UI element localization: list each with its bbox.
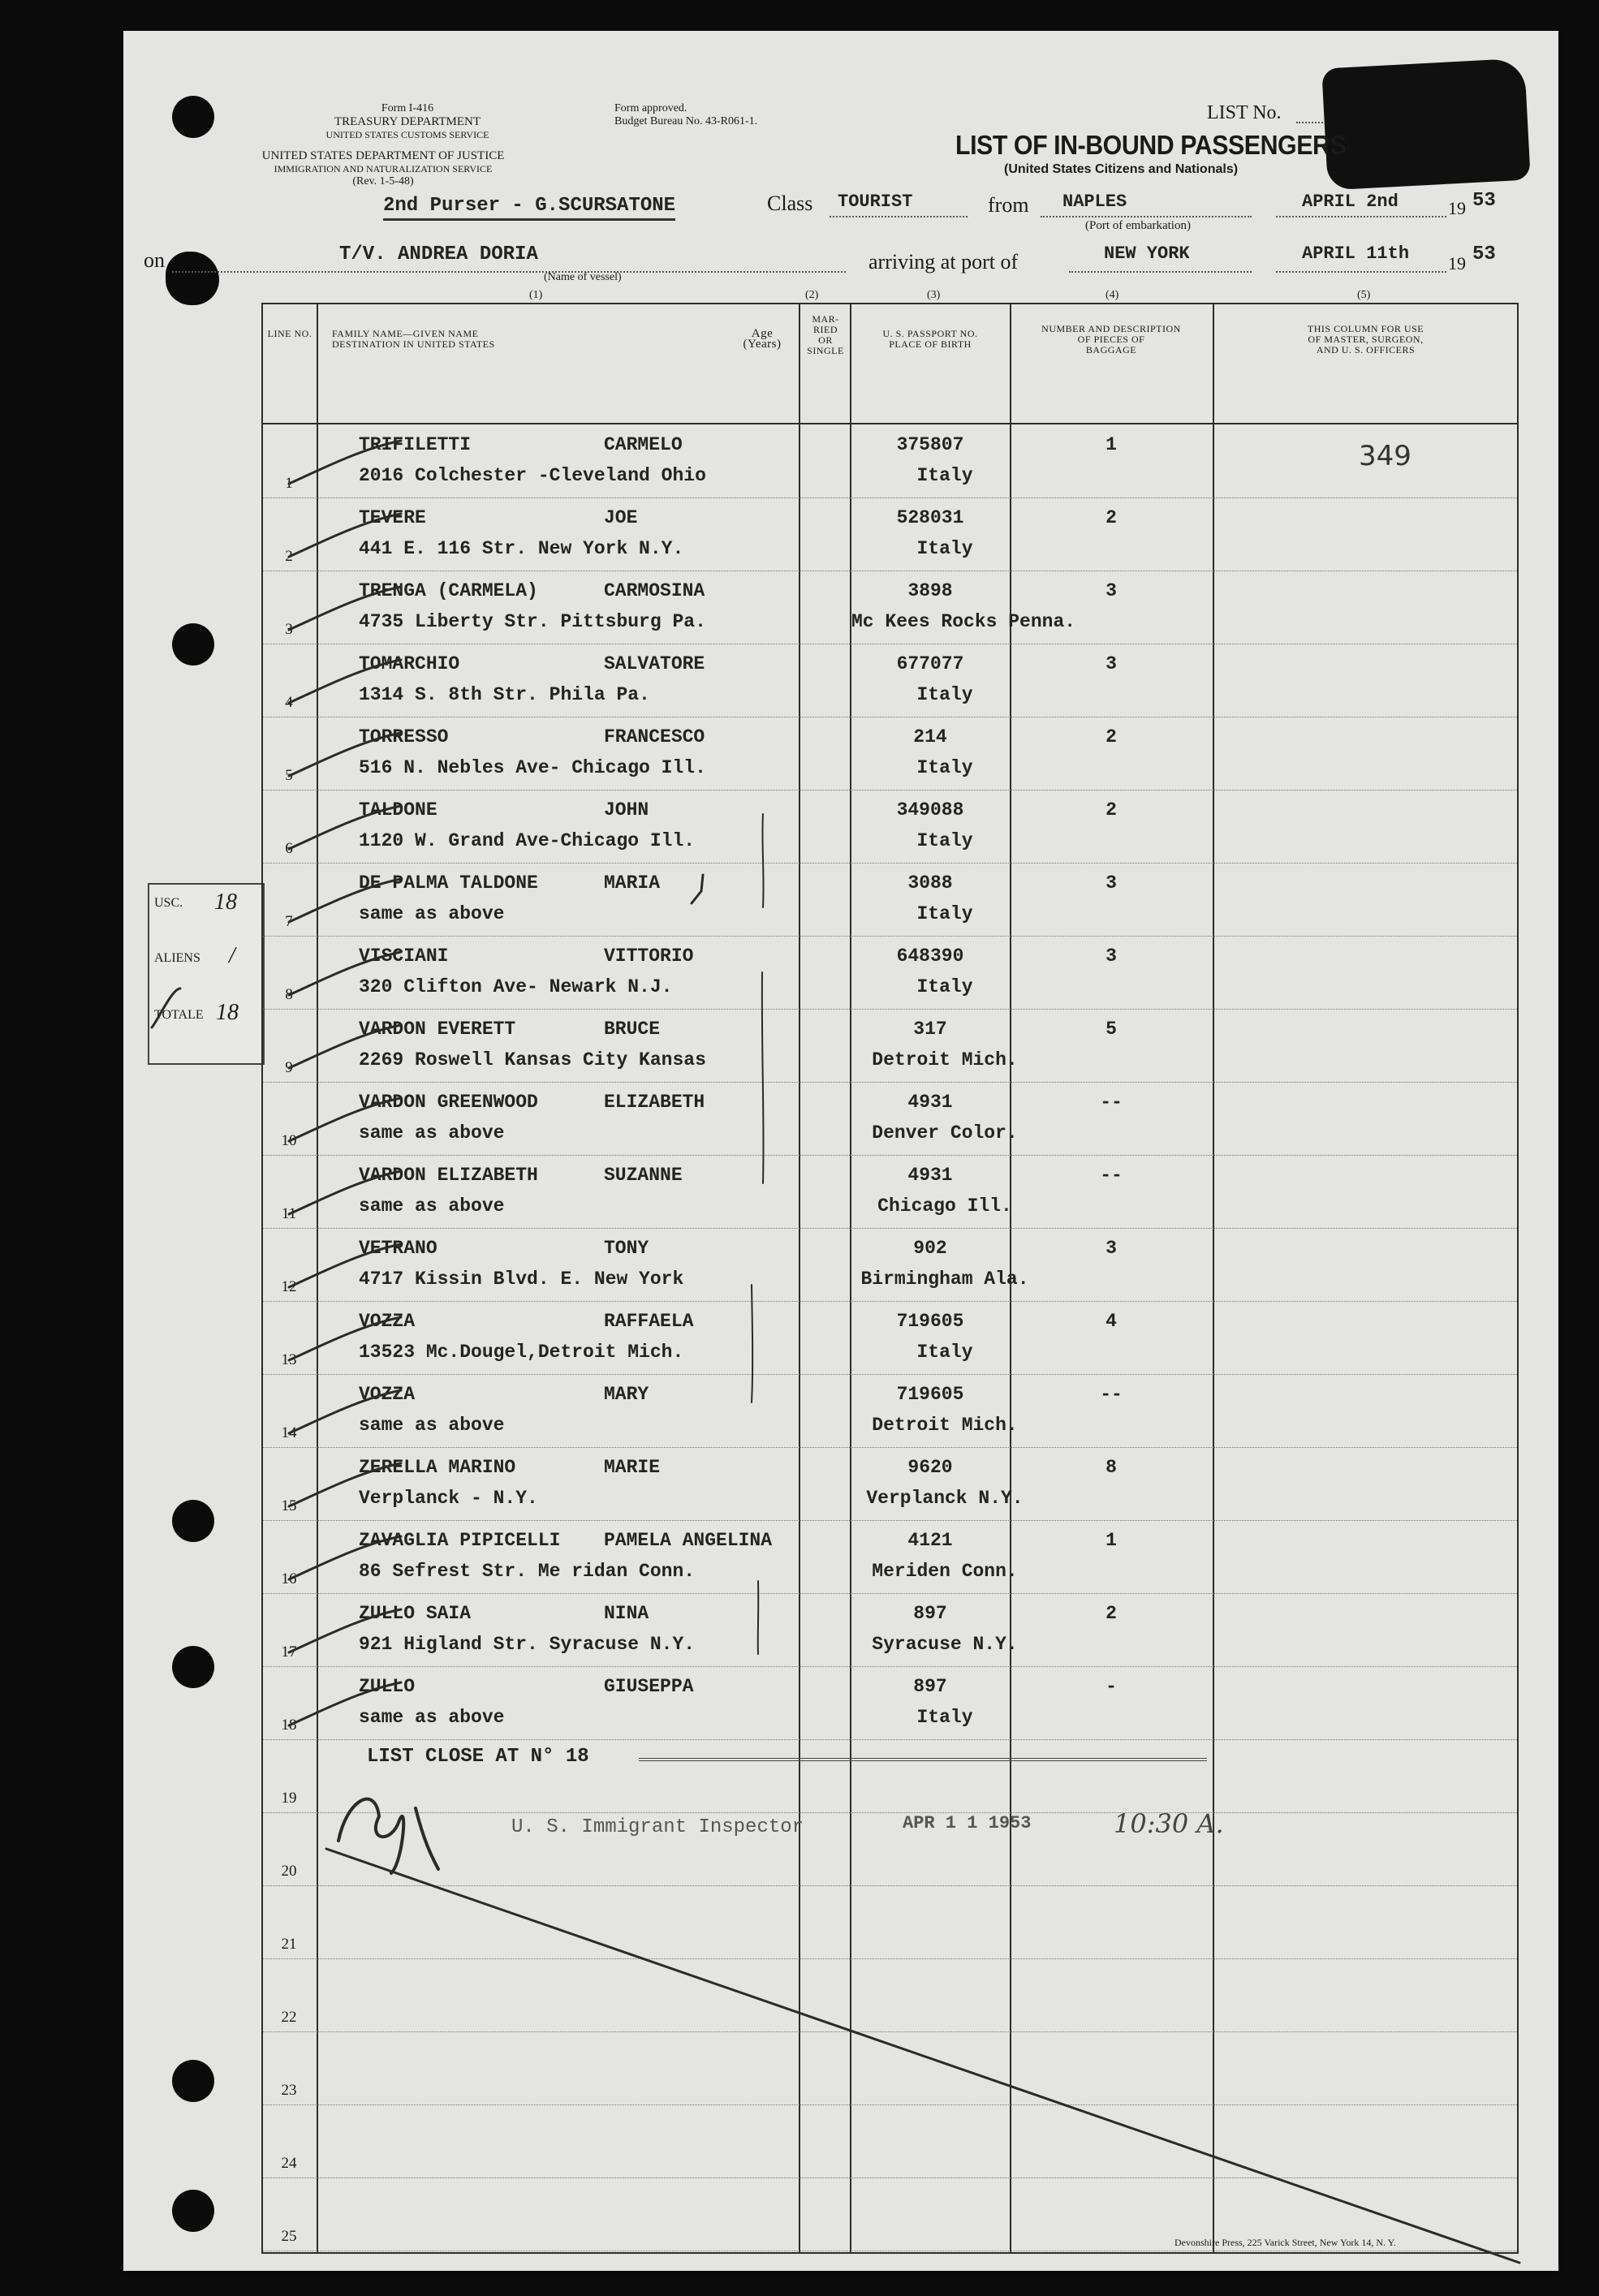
- total-count: 18: [216, 1000, 239, 1025]
- line-number: 14: [281, 1424, 297, 1441]
- line-number: 10: [281, 1132, 297, 1149]
- baggage-count: --: [1100, 1092, 1123, 1113]
- vessel-field: T/V. ANDREA DORIA: [339, 243, 538, 265]
- place-of-birth: Detroit Mich.: [872, 1415, 1018, 1436]
- passport-number: 897: [913, 1603, 947, 1624]
- place-of-birth: Chicago Ill.: [877, 1195, 1012, 1217]
- given-name: NINA: [604, 1603, 649, 1624]
- col-num-4: (4): [1106, 289, 1119, 301]
- destination-address: 320 Clifton Ave- Newark N.J.: [359, 976, 673, 997]
- given-name: CARMELO: [604, 434, 683, 455]
- place-of-birth: Mc Kees Rocks Penna.: [851, 611, 1076, 632]
- family-name: TOMARCHIO: [359, 653, 460, 674]
- arrive-year: 53: [1472, 243, 1496, 265]
- family-name: ZERELLA MARINO: [359, 1457, 516, 1478]
- family-name: ZULLO SAIA: [359, 1603, 472, 1624]
- place-of-birth: Verplanck N.Y.: [866, 1488, 1024, 1509]
- inspector-signature: [338, 1799, 403, 1873]
- list-no-label: LIST No.: [1207, 102, 1282, 123]
- baggage-count: 2: [1106, 726, 1117, 747]
- destination-address: same as above: [359, 1122, 505, 1144]
- line-number: 6: [285, 840, 293, 857]
- destination-address: 921 Higland Str. Syracuse N.Y.: [359, 1634, 696, 1655]
- family-name: TEVERE: [359, 507, 426, 528]
- arriving-label: arriving at port of: [868, 250, 1019, 274]
- given-name: SALVATORE: [604, 653, 705, 674]
- customs-service: UNITED STATES CUSTOMS SERVICE: [325, 129, 489, 140]
- line-number: 16: [281, 1570, 297, 1587]
- given-name: CARMOSINA: [604, 580, 705, 601]
- passport-number: 4121: [907, 1530, 953, 1551]
- given-name: MARIA: [604, 872, 661, 894]
- passport-number: 528031: [896, 507, 964, 528]
- form-number: Form I-416: [381, 102, 434, 114]
- line-number: 17: [281, 1643, 297, 1661]
- from-field: NAPLES: [1062, 192, 1127, 212]
- destination-address: same as above: [359, 1415, 505, 1436]
- passport-number: 719605: [896, 1311, 964, 1332]
- passport-number: 677077: [896, 653, 964, 674]
- total-label: TOTALE: [154, 1008, 204, 1022]
- destination-address: 13523 Mc.Dougel,Detroit Mich.: [359, 1342, 684, 1363]
- place-of-birth: Italy: [916, 1342, 973, 1363]
- family-name: VARDON EVERETT: [359, 1019, 516, 1040]
- baggage-count: 3: [1106, 580, 1117, 601]
- col-header-officers: THIS COLUMN FOR USE OF MASTER, SURGEON, AND U. S. OFFICERS: [1307, 323, 1424, 355]
- place-of-birth: Meriden Conn.: [872, 1561, 1018, 1582]
- place-of-birth: Italy: [916, 976, 973, 997]
- family-name: VARDON GREENWOOD: [359, 1092, 538, 1113]
- given-name: JOHN: [604, 799, 649, 821]
- col-header-age: Age (Years): [743, 327, 782, 351]
- arrive-date: APRIL 11th: [1302, 243, 1410, 264]
- form-title: LIST OF IN-BOUND PASSENGERS: [955, 130, 1347, 160]
- given-name: GIUSEPPA: [604, 1676, 694, 1697]
- depart-date: APRIL 2nd: [1302, 192, 1399, 212]
- col-header-baggage: NUMBER AND DESCRIPTION OF PIECES OF BAGGAGE: [1041, 323, 1181, 355]
- arrive-year-prefix: 19: [1448, 253, 1466, 274]
- destination-address: same as above: [359, 1195, 505, 1217]
- baggage-count: -: [1106, 1676, 1117, 1697]
- destination-address: same as above: [359, 1707, 505, 1728]
- passport-number: 9620: [907, 1457, 953, 1478]
- justice-dept: UNITED STATES DEPARTMENT OF JUSTICE: [261, 149, 505, 162]
- given-name: MARIE: [604, 1457, 661, 1478]
- time-note: 10:30 A.: [1114, 1808, 1224, 1839]
- baggage-count: 1: [1106, 1530, 1117, 1551]
- col-header-passport: U. S. PASSPORT NO. PLACE OF BIRTH: [882, 328, 978, 350]
- handwriting-overlay: [123, 31, 1558, 2271]
- baggage-count: 1: [1106, 434, 1117, 455]
- from-label: from: [988, 193, 1029, 217]
- passport-number: 4931: [907, 1165, 953, 1186]
- line-number: 2: [285, 548, 293, 565]
- family-name: VISCIANI: [359, 946, 449, 967]
- given-name: FRANCESCO: [604, 726, 705, 747]
- col-num-1: (1): [529, 289, 543, 301]
- baggage-count: 3: [1106, 1238, 1117, 1259]
- form-subtitle: (United States Citizens and Nationals): [1004, 162, 1239, 176]
- place-of-birth: Detroit Mich.: [872, 1049, 1018, 1070]
- line-number: 24: [281, 2155, 297, 2172]
- family-name: TRIFILETTI: [359, 434, 472, 455]
- officer-note: 349: [1359, 440, 1412, 472]
- purser-field: 2nd Purser - G.SCURSATONE: [383, 195, 675, 221]
- usc-label: USC.: [154, 896, 183, 910]
- usc-count: 18: [214, 890, 237, 915]
- line-number: 19: [281, 1790, 297, 1807]
- port-embark-caption: (Port of embarkation): [1085, 219, 1191, 232]
- destination-address: 1120 W. Grand Ave-Chicago Ill.: [359, 830, 696, 851]
- passport-number: 902: [913, 1238, 947, 1259]
- aliens-label: ALIENS: [154, 951, 200, 965]
- on-label: on: [144, 248, 165, 272]
- destination-address: 4717 Kissin Blvd. E. New York: [359, 1269, 684, 1290]
- line-number: 15: [281, 1497, 297, 1514]
- depart-year-prefix: 19: [1448, 198, 1466, 218]
- given-name: ELIZABETH: [604, 1092, 705, 1113]
- line-number: 13: [281, 1351, 297, 1368]
- place-of-birth: Italy: [916, 538, 973, 559]
- baggage-count: 2: [1106, 507, 1117, 528]
- place-of-birth: Italy: [916, 684, 973, 705]
- passport-number: 719605: [896, 1384, 964, 1405]
- baggage-count: 8: [1106, 1457, 1117, 1478]
- ins-service: IMMIGRATION AND NATURALIZATION SERVICE: [274, 163, 493, 174]
- family-name: ZAVAGLIA PIPICELLI: [359, 1530, 561, 1551]
- family-name: ZULLO: [359, 1676, 416, 1697]
- family-name: VOZZA: [359, 1384, 416, 1405]
- destination-address: 2016 Colchester -Cleveland Ohio: [359, 465, 706, 486]
- baggage-count: 3: [1106, 946, 1117, 967]
- line-number: 18: [281, 1717, 297, 1734]
- line-number: 11: [281, 1205, 297, 1222]
- place-of-birth: Italy: [916, 757, 973, 778]
- destination-address: 516 N. Nebles Ave- Chicago Ill.: [359, 757, 706, 778]
- line-number: 3: [285, 621, 293, 638]
- place-of-birth: Italy: [916, 1707, 973, 1728]
- baggage-count: 2: [1106, 799, 1117, 821]
- given-name: MARY: [604, 1384, 649, 1405]
- col-header-line-no: LINE NO.: [267, 328, 312, 339]
- destination-address: 86 Sefrest Str. Me ridan Conn.: [359, 1561, 696, 1582]
- destination-address: 2269 Roswell Kansas City Kansas: [359, 1049, 706, 1070]
- baggage-count: 3: [1106, 872, 1117, 894]
- baggage-count: --: [1100, 1384, 1123, 1405]
- inspector-label: U. S. Immigrant Inspector: [511, 1816, 804, 1838]
- manifest-page: [123, 31, 1558, 2271]
- family-name: VOZZA: [359, 1311, 416, 1332]
- treasury-dept: TREASURY DEPARTMENT: [334, 115, 481, 128]
- destination-address: same as above: [359, 903, 505, 924]
- col-header-name: FAMILY NAME—GIVEN NAME DESTINATION IN UNITED STATES: [332, 328, 495, 350]
- place-of-birth: Denver Color.: [872, 1122, 1018, 1144]
- baggage-count: 3: [1106, 653, 1117, 674]
- given-name: RAFFAELA: [604, 1311, 694, 1332]
- given-name: JOE: [604, 507, 638, 528]
- col-num-2: (2): [805, 289, 819, 301]
- port-field: NEW YORK: [1104, 243, 1190, 264]
- class-label: Class: [767, 192, 813, 215]
- class-field: TOURIST: [838, 192, 913, 212]
- passport-number: 897: [913, 1676, 947, 1697]
- passport-number: 214: [913, 726, 947, 747]
- col-num-5: (5): [1357, 289, 1371, 301]
- printer-credit: Devonshire Press, 225 Varick Street, New York 14, N. Y.: [1174, 2237, 1396, 2248]
- line-number: 1: [285, 475, 293, 492]
- family-name: TRENGA (CARMELA): [359, 580, 538, 601]
- depart-year: 53: [1472, 190, 1496, 212]
- passport-number: 648390: [896, 946, 964, 967]
- col-num-3: (3): [927, 289, 941, 301]
- family-name: VETRANO: [359, 1238, 437, 1259]
- inspection-stamp-date: APR 1 1 1953: [903, 1813, 1032, 1833]
- line-number: 21: [281, 1936, 297, 1953]
- closing-line: LIST CLOSE AT N° 18: [367, 1746, 589, 1768]
- given-name: PAMELA ANGELINA: [604, 1530, 773, 1551]
- baggage-count: --: [1100, 1165, 1123, 1186]
- family-name: VARDON ELIZABETH: [359, 1165, 538, 1186]
- place-of-birth: Italy: [916, 465, 973, 486]
- destination-address: 4735 Liberty Str. Pittsburg Pa.: [359, 611, 706, 632]
- line-number: 25: [281, 2228, 297, 2245]
- line-number: 20: [281, 1863, 297, 1880]
- line-number: 4: [285, 694, 293, 711]
- place-of-birth: Syracuse N.Y.: [872, 1634, 1018, 1655]
- line-number: 23: [281, 2082, 297, 2099]
- line-number: 9: [285, 1059, 293, 1076]
- given-name: SUZANNE: [604, 1165, 683, 1186]
- line-number: 22: [281, 2009, 297, 2026]
- col-header-married: MAR- RIED OR SINGLE: [807, 313, 844, 356]
- line-number: 5: [285, 767, 293, 784]
- destination-address: 1314 S. 8th Str. Phila Pa.: [359, 684, 650, 705]
- given-name: VITTORIO: [604, 946, 694, 967]
- place-of-birth: Italy: [916, 903, 973, 924]
- form-revision: (Rev. 1-5-48): [352, 175, 414, 187]
- family-name: DE PALMA TALDONE: [359, 872, 538, 894]
- destination-address: Verplanck - N.Y.: [359, 1488, 538, 1509]
- baggage-count: 4: [1106, 1311, 1117, 1332]
- passport-number: 4931: [907, 1092, 953, 1113]
- given-name: BRUCE: [604, 1019, 661, 1040]
- family-name: TALDONE: [359, 799, 437, 821]
- line-number: 7: [285, 913, 293, 930]
- place-of-birth: Italy: [916, 830, 973, 851]
- place-of-birth: Birmingham Ala.: [860, 1269, 1029, 1290]
- aliens-count: /: [229, 943, 235, 968]
- form-approved: Form approved.: [614, 102, 687, 114]
- baggage-count: 2: [1106, 1603, 1117, 1624]
- budget-bureau: Budget Bureau No. 43-R061-1.: [614, 115, 758, 127]
- passport-number: 3088: [907, 872, 953, 894]
- passport-number: 375807: [896, 434, 964, 455]
- passport-number: 3898: [907, 580, 953, 601]
- destination-address: 441 E. 116 Str. New York N.Y.: [359, 538, 684, 559]
- vessel-caption: (Name of vessel): [544, 271, 622, 283]
- line-number: 12: [281, 1278, 297, 1295]
- line-number: 8: [285, 986, 293, 1003]
- passport-number: 317: [913, 1019, 947, 1040]
- baggage-count: 5: [1106, 1019, 1117, 1040]
- family-name: TORRESSO: [359, 726, 449, 747]
- given-name: TONY: [604, 1238, 649, 1259]
- passport-number: 349088: [896, 799, 964, 821]
